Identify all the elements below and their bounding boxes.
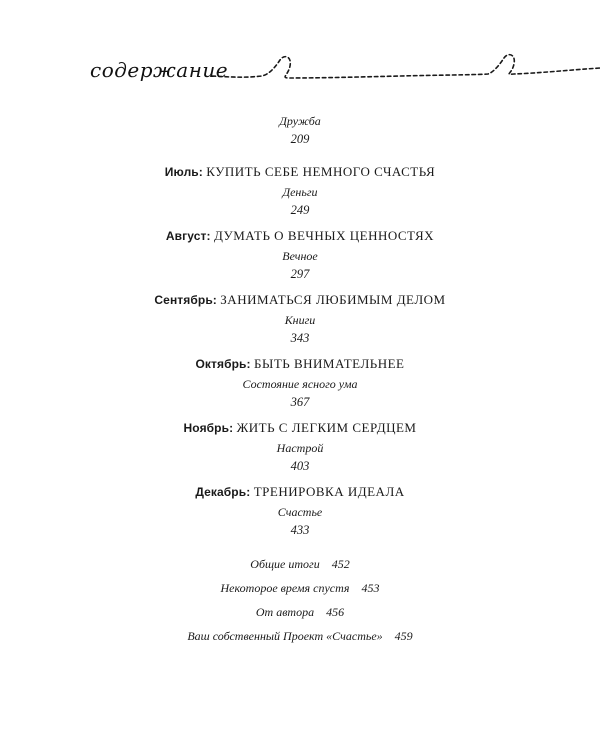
toc-list [0,112,600,648]
entry-theme: КУПИТЬ СЕБЕ НЕМНОГО СЧАСТЬЯ [206,164,436,179]
extra-label: От автора [255,605,315,619]
toc-entry [0,290,600,354]
entry-topic: Состояние ясного ума [242,377,358,391]
month-colon: : [229,421,234,435]
extra-page-number: 452 [331,557,350,571]
extra-label: Некоторое время спустя [220,581,350,595]
toc-entry [0,418,600,482]
extra-entry [0,600,600,624]
month-colon: : [212,293,217,307]
toc-entry [0,162,600,226]
toc-extras [0,552,600,648]
entry-page-number: 297 [290,267,310,281]
month-colon: : [206,229,211,243]
entry-page-number: 249 [290,203,310,217]
extra-entry [0,552,600,576]
entry-month: Сентябрь [154,293,213,307]
entry-topic: Вечное [282,249,318,263]
entry-page-number: 343 [290,331,310,345]
toc-entry [0,354,600,418]
entry-month: Декабрь [195,485,247,499]
entry-heading [0,290,600,311]
extra-page-number: 453 [361,581,380,595]
entry-topic: Настрой [276,441,324,455]
entry-theme: ЖИТЬ С ЛЕГКИМ СЕРДЦЕМ [236,420,417,435]
entry-topic: Дружба [279,114,321,128]
entry-theme: ЗАНИМАТЬСЯ ЛЮБИМЫМ ДЕЛОМ [220,292,446,307]
entry-page-number: 433 [290,523,310,537]
entry-theme: ДУМАТЬ О ВЕЧНЫХ ЦЕННОСТЯХ [213,228,435,243]
entry-page-number: 403 [290,459,310,473]
entry-topic: Счастье [277,505,323,519]
entry-page-number: 367 [290,395,310,409]
toc-header [0,48,600,98]
extra-entry [0,624,600,648]
entry-topic: Книги [284,313,316,327]
entry-heading [0,226,600,247]
entry-heading [0,162,600,183]
entry-month: Август [165,229,207,243]
entry-theme: ТРЕНИРОВКА ИДЕАЛА [253,484,405,499]
extra-entry [0,576,600,600]
entry-theme: БЫТЬ ВНИМАТЕЛЬНЕЕ [254,356,405,371]
month-colon: : [246,485,251,499]
extra-label: Ваш собственный Проект «Счастье» [187,629,383,643]
entry-heading [0,354,600,375]
entry-month: Июль [164,165,199,179]
entry-month: Октябрь [195,357,247,371]
entry-topic: Деньги [282,185,318,199]
entry-month: Ноябрь [183,421,230,435]
month-colon: : [246,357,251,371]
extra-label: Общие итоги [250,557,320,571]
toc-entry [0,112,600,162]
extra-page-number: 456 [326,605,345,619]
toc-entry [0,226,600,290]
toc-title: содержание [90,58,229,82]
extra-page-number: 459 [394,629,413,643]
month-colon: : [198,165,203,179]
entry-heading [0,482,600,503]
toc-entry [0,482,600,546]
entry-heading [0,418,600,439]
entry-page-number: 209 [290,132,310,146]
